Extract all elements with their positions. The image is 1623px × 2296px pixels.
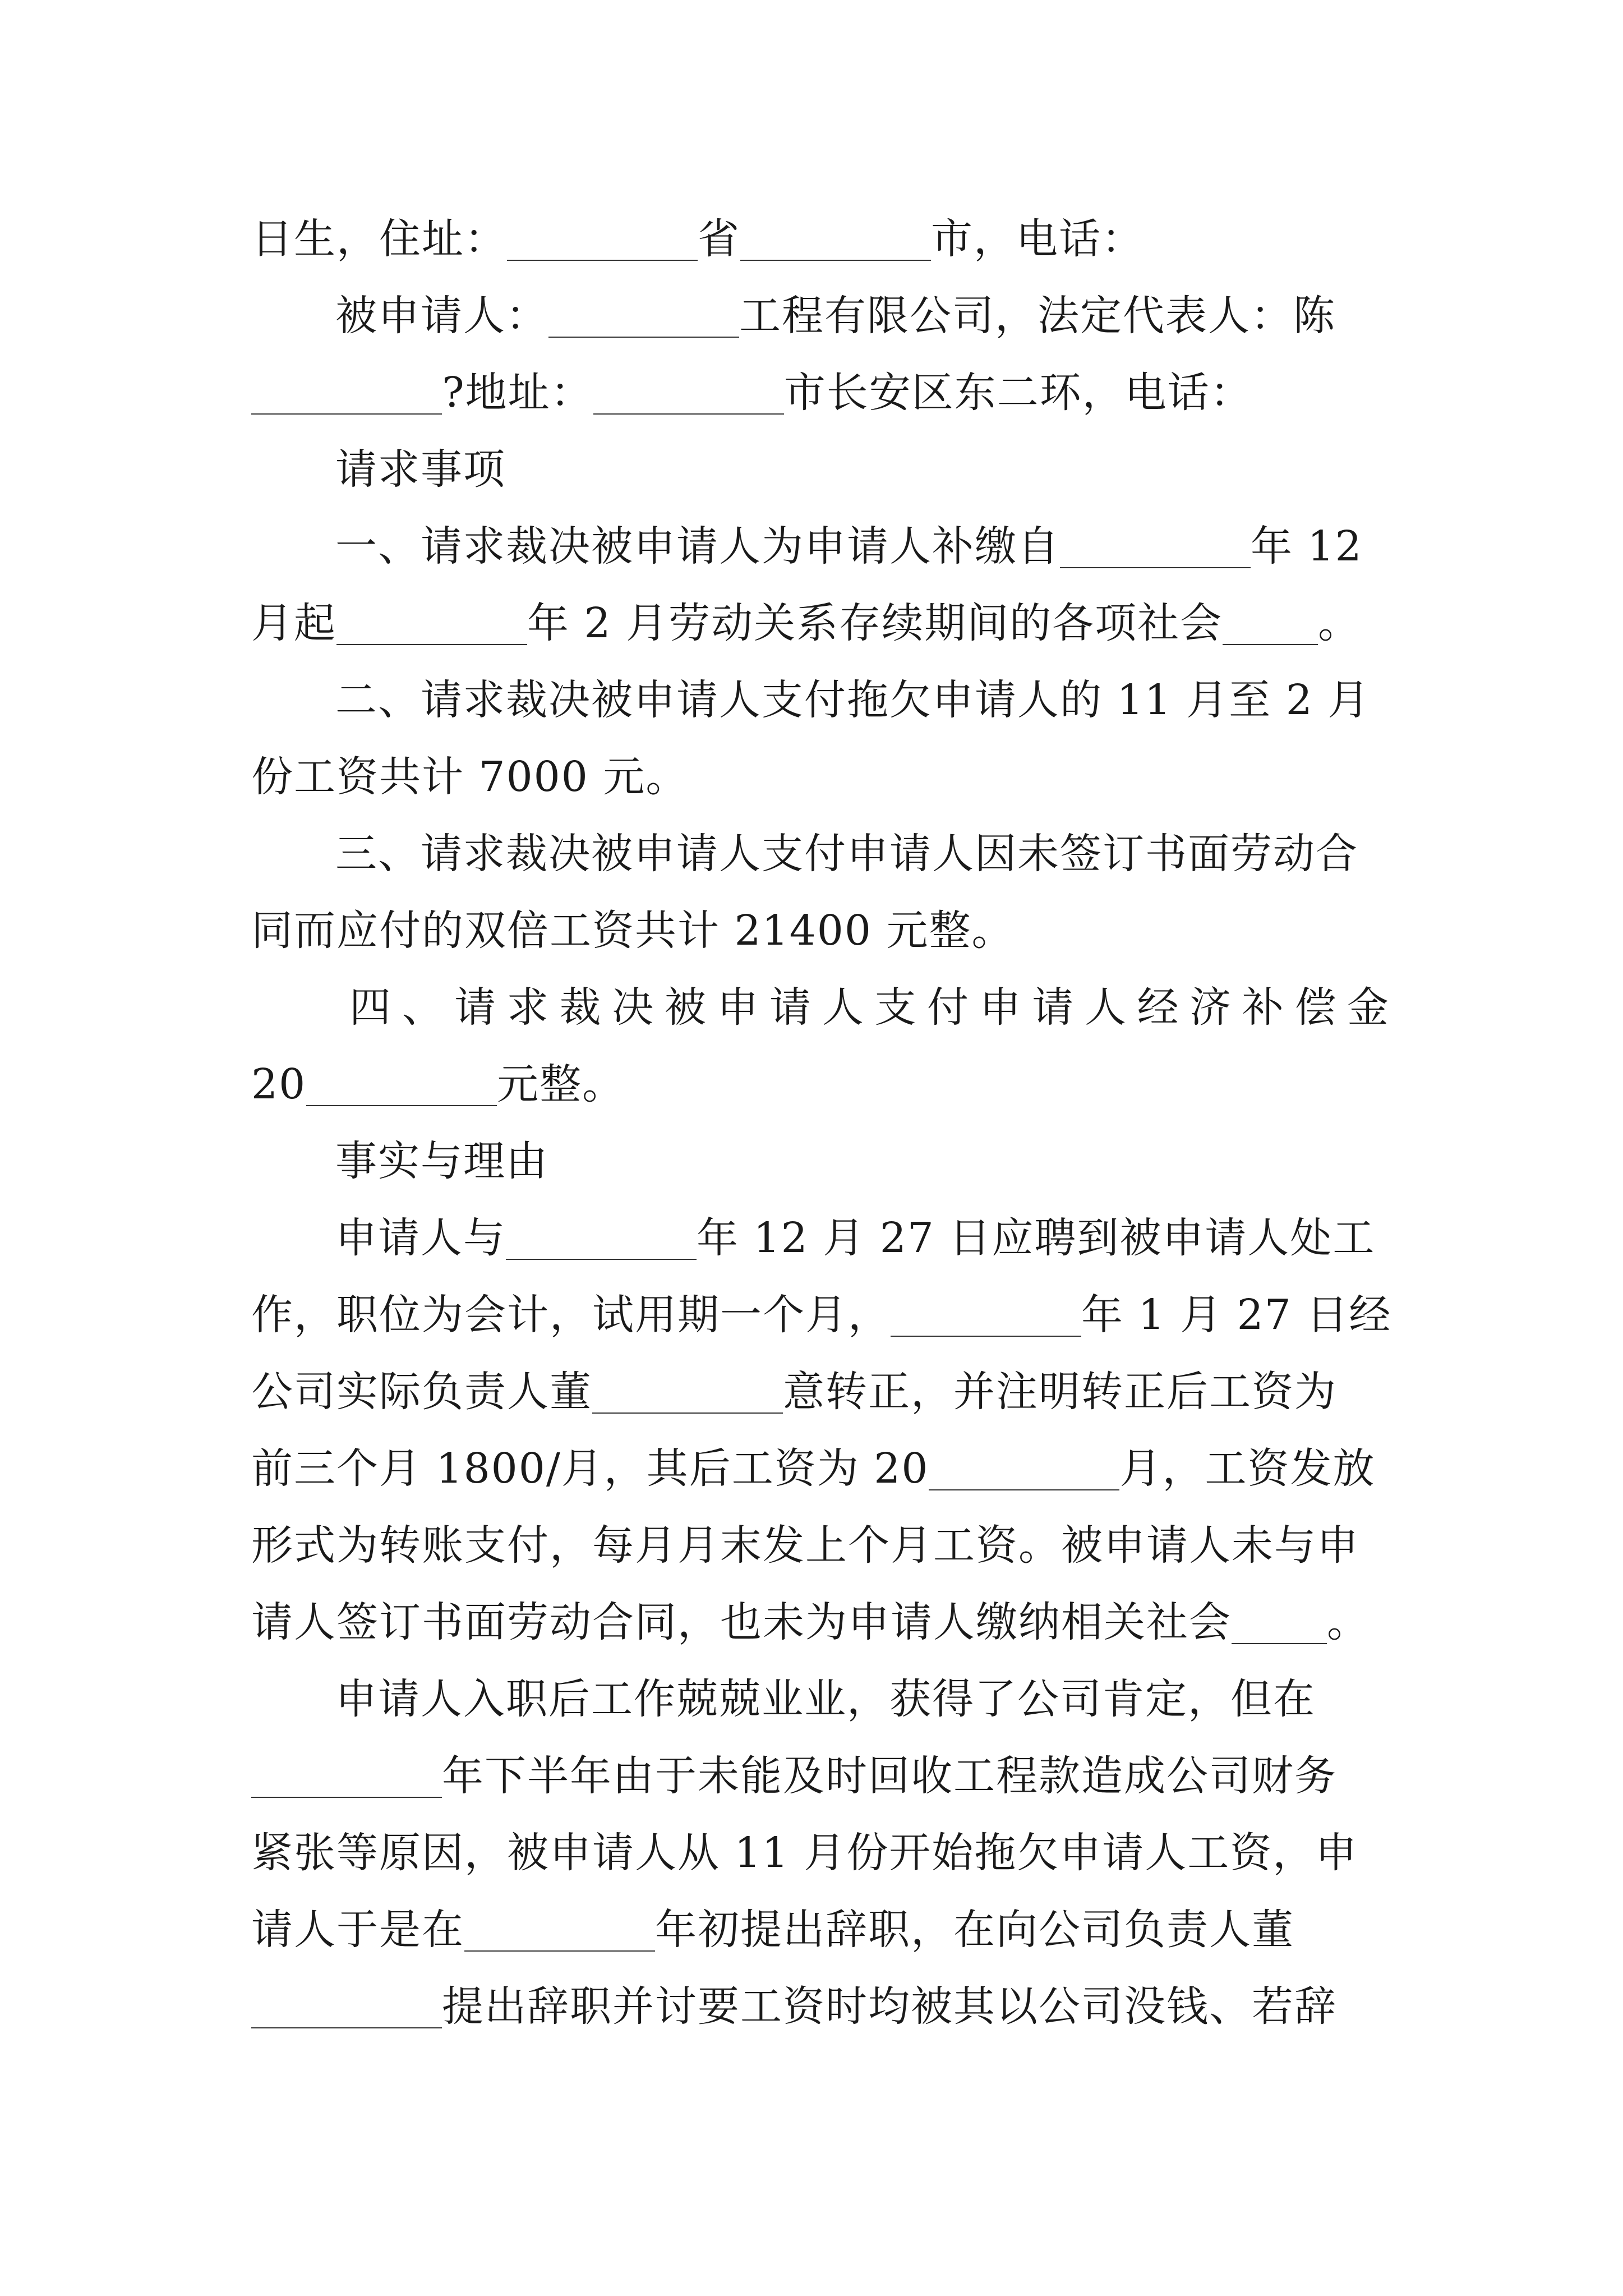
text-line: 作，职位为会计，试用期一个月， 年 1 月 27 日经 (251, 1291, 1392, 1339)
text-line: 20 元整。 (251, 1060, 625, 1108)
text-line: 份工资共计 7000 元。 (251, 753, 689, 801)
blank-field (506, 1217, 697, 1260)
blank-field (1060, 526, 1251, 568)
blank-field (251, 1755, 442, 1798)
text-line: 请人签订书面劳动合同，也未为申请人缴纳相关社会 。 (251, 1598, 1370, 1646)
blank-field (593, 372, 784, 415)
blank-field (548, 295, 739, 338)
text-line: 公司实际负责人董 意转正，并注明转正后工资为 (251, 1368, 1337, 1416)
text-line: 二、请求裁决被申请人支付拖欠申请人的 11 月至 2 月 (335, 676, 1371, 724)
text-line: 申请人入职后工作兢兢业业，获得了公司肯定，但在 (335, 1675, 1316, 1723)
text-line: ?地址： 市长安区东二环，电话： (251, 362, 1390, 424)
blank-field (1232, 1602, 1327, 1644)
blank-field (592, 1371, 783, 1414)
text-line: 月起 年 2 月劳动关系存续期间的各项社会 。 (251, 599, 1361, 647)
text-line: 紧张等原因，被申请人从 11 月份开始拖欠申请人工资，申 (251, 1829, 1358, 1877)
blank-field (929, 1448, 1119, 1490)
blank-field (464, 1909, 655, 1952)
text-line: 被申请人： 工程有限公司，法定代表人：陈 (335, 292, 1336, 340)
blank-field (891, 1294, 1081, 1337)
text-line: 年下半年由于未能及时回收工程款造成公司财务 (251, 1745, 1390, 1807)
text-line: 同而应付的双倍工资共计 21400 元整。 (251, 907, 1015, 955)
blank-field (507, 218, 698, 261)
text-line: 一、请求裁决被申请人为申请人补缴自 年 12 (335, 522, 1363, 570)
blank-field (251, 1986, 442, 2028)
section-heading: 事实与理由 (335, 1137, 548, 1185)
text-line: 三、请求裁决被申请人支付申请人因未签订书面劳动合 (335, 830, 1358, 878)
text-line: 日生，住址： 省 市，电话： (251, 215, 1144, 263)
text-line: 前三个月 1800/月，其后工资为 20 月，工资发放 (251, 1444, 1376, 1493)
section-heading: 请求事项 (335, 445, 506, 494)
text-line: 请人于是在 年初提出辞职，在向公司负责人董 (251, 1906, 1294, 1954)
blank-field (1223, 602, 1318, 645)
text-line: 提出辞职并讨要工资时均被其以公司没钱、若辞 (251, 1976, 1390, 2037)
text-line: 申请人与 年 12 月 27 日应聘到被申请人处工 (335, 1214, 1376, 1262)
blank-field (306, 1064, 497, 1106)
blank-field (336, 602, 527, 645)
text-line: 形式为转账支付，每月月末发上个月工资。被申请人未与申 (251, 1521, 1359, 1570)
blank-field (740, 218, 931, 261)
text-line: 四、请求裁决被申请人支付申请人经济补偿金 (349, 983, 1390, 1032)
blank-field (251, 372, 442, 415)
